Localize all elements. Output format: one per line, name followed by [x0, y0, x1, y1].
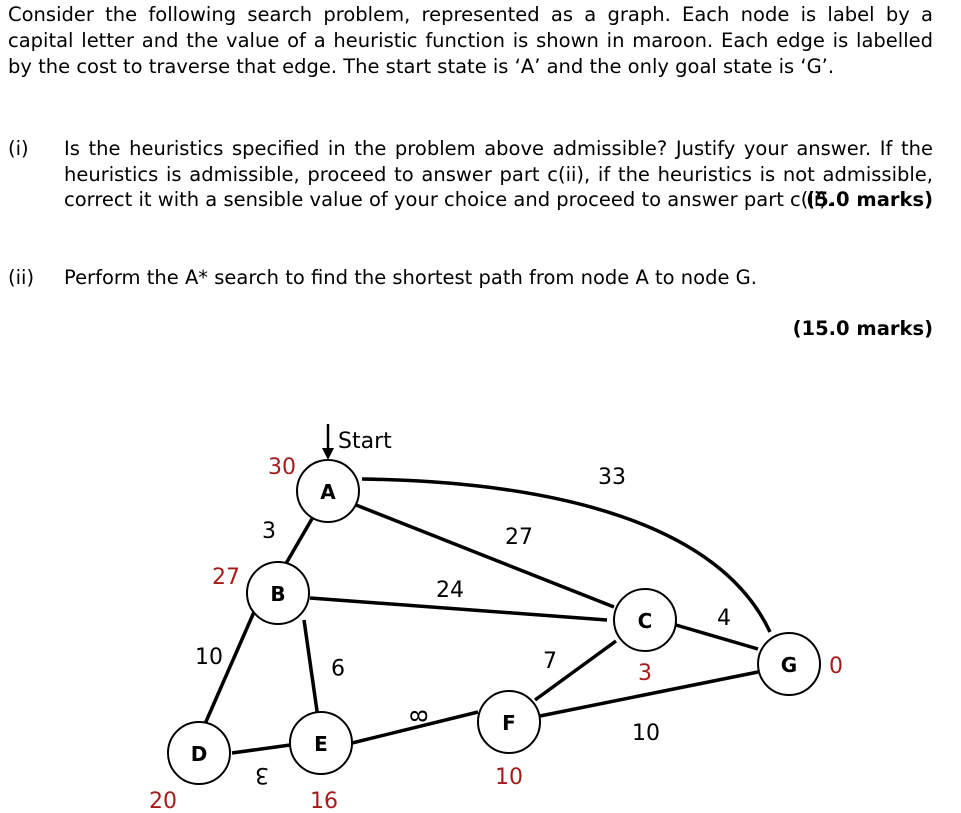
- edge-B-D: [201, 612, 254, 733]
- part-ii-text: Perform the A* search to find the shortest path from node A to node G.: [64, 266, 757, 289]
- cost-B-E: 9: [331, 653, 345, 678]
- heuristic-D: 20: [149, 789, 177, 813]
- node-B-label: B: [270, 582, 286, 606]
- edge-A-C: [356, 505, 614, 607]
- cost-A-G: 33: [598, 465, 626, 490]
- part-i-number: (i): [8, 137, 29, 160]
- heuristic-F: 10: [495, 765, 523, 790]
- edge-D-E: [232, 745, 290, 753]
- cost-C-F: 7: [543, 649, 557, 674]
- heuristic-C: 3: [638, 661, 652, 686]
- heuristic-G: 0: [829, 654, 843, 679]
- cost-E-F: 8: [408, 709, 433, 723]
- node-C-label: C: [637, 609, 653, 633]
- edge-A-G: [362, 479, 770, 632]
- cost-A-C: 27: [505, 525, 533, 550]
- question-intro: Consider the following search problem, represented as a graph. Each node is label by a capital letter and the value of a heuristic function is shown in maroon. Each edge is labelled by the cost to traverse that edge. The start state is ‘A’ and the only goal state is ‘G’.: [8, 3, 933, 78]
- node-E-label: E: [314, 732, 328, 756]
- heuristic-A: 30: [268, 455, 296, 480]
- cost-B-D: 10: [195, 645, 223, 670]
- node-D-label: D: [190, 742, 208, 766]
- node-F-label: F: [502, 711, 516, 735]
- part-i-text: Is the heuristics specified in the problem above admissible? Justify your answer. If the heuristics is admissible, proceed to answer part c(ii), if the heuristics is not admissible, correct it with a sensible value of your choice and proceed to answer part c(ii).: [64, 137, 933, 211]
- part-i-marks: (5.0 marks): [806, 188, 933, 211]
- start-arrow-icon: [322, 424, 334, 460]
- cost-D-E: 3: [255, 762, 269, 787]
- edge-B-E: [304, 620, 318, 718]
- heuristic-B: 27: [212, 565, 240, 590]
- part-ii-marks: (15.0 marks): [792, 317, 933, 340]
- start-label: Start: [338, 429, 392, 454]
- node-G-label: G: [780, 653, 798, 677]
- cost-C-G: 4: [717, 606, 731, 631]
- heuristic-E: 16: [310, 789, 338, 813]
- cost-F-G: 10: [632, 721, 660, 746]
- cost-A-B: 3: [262, 519, 276, 544]
- cost-B-C: 24: [436, 578, 464, 603]
- node-A-label: A: [320, 480, 336, 504]
- part-ii-number: (ii): [8, 266, 35, 289]
